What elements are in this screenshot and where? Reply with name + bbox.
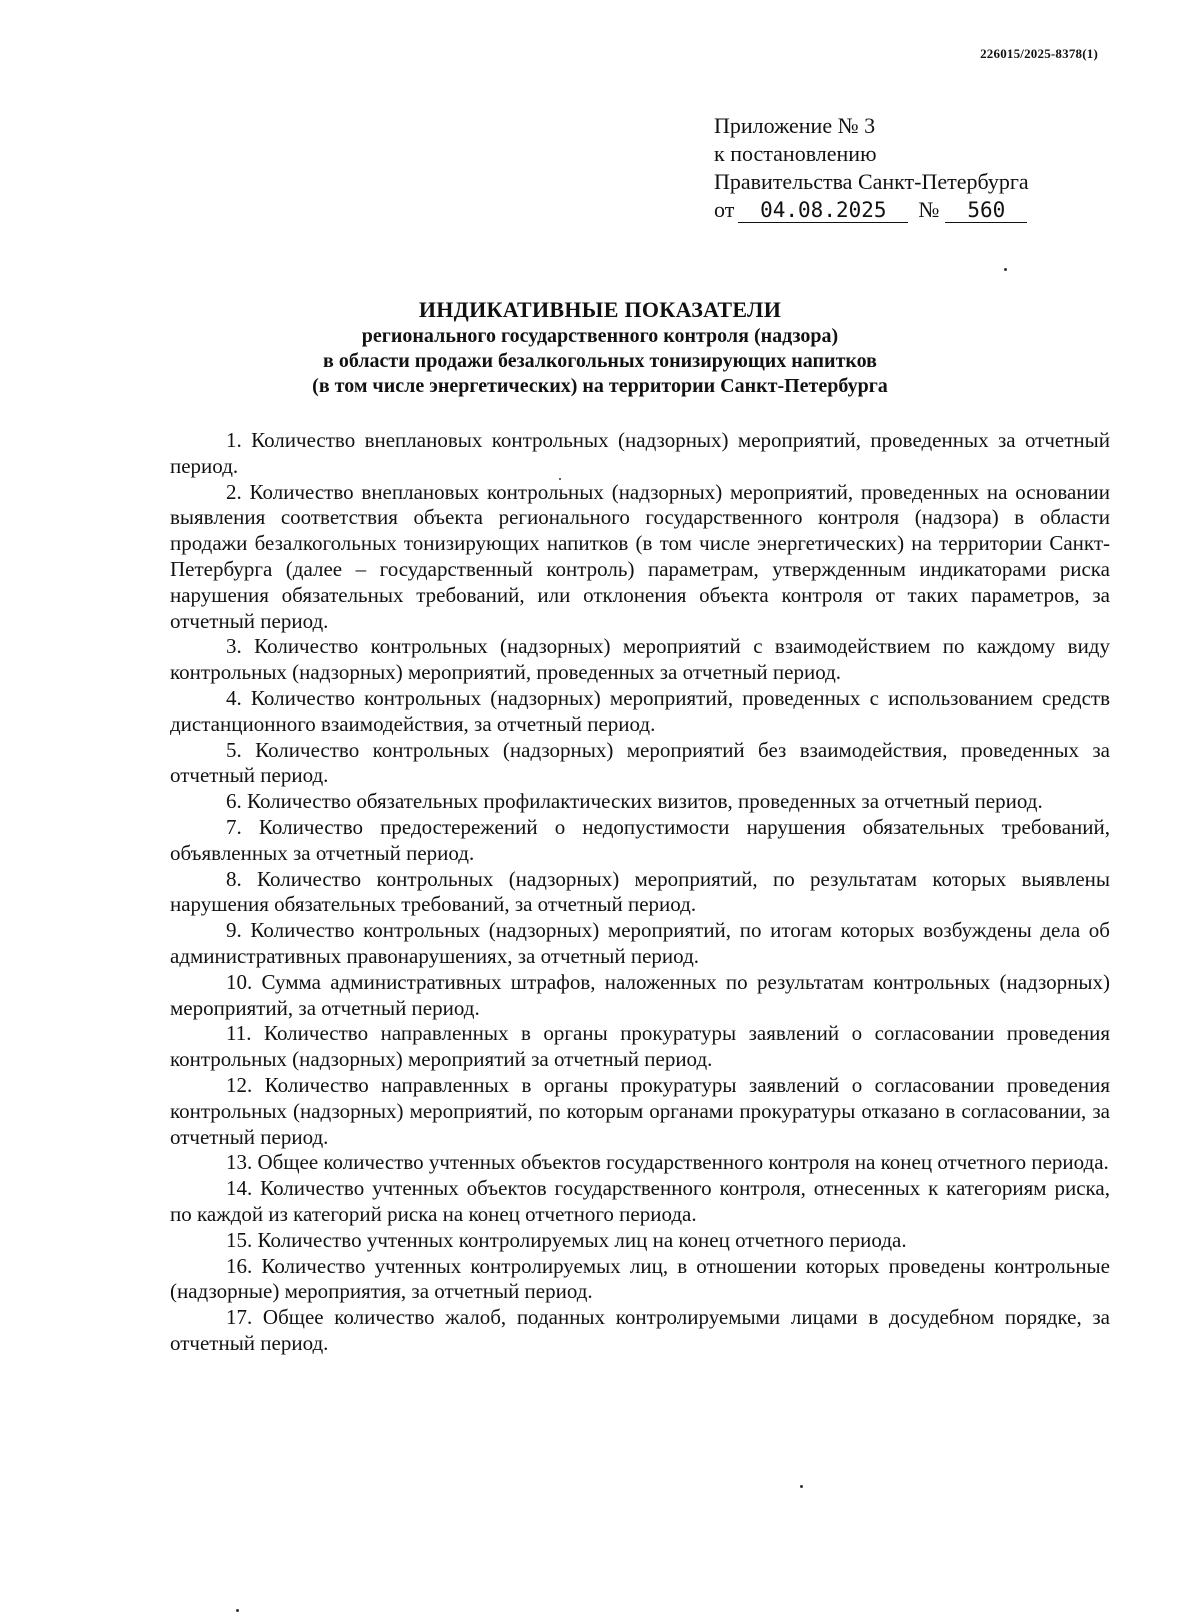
scan-speck [559, 478, 561, 480]
appendix-number: Приложение № 3 [714, 113, 876, 138]
list-item: 17. Общее количество жалоб, поданных контролируемыми лицами в досудебном порядке, за отчетный период. [170, 1305, 1110, 1355]
appendix-date-line [714, 196, 1029, 224]
list-item: 3. Количество контрольных (надзорных) мероприятий с взаимодействием по каждому виду контрольных (надзорных) мероприятий, проведенных за отчетный период. [170, 634, 1110, 685]
date-prefix: от [714, 197, 735, 222]
appendix-header [714, 112, 1029, 224]
list-item: 7. Количество предостережений о недопустимости нарушения обязательных требований, объявленных за отчетный период. [170, 814, 1110, 865]
list-item: 4. Количество контрольных (надзорных) мероприятий, проведенных с использованием средств дистанционного взаимодействия, за отчетный период. [170, 685, 1110, 736]
resolution-number: 560 [945, 198, 1027, 223]
appendix-to-resolution: к постановлению [714, 141, 877, 166]
list-item: 5. Количество контрольных (надзорных) мероприятий без взаимодействия, проведенных за отчетный период. [170, 737, 1110, 788]
list-item: 1. Количество внеплановых контрольных (надзорных) мероприятий, проведенных за отчетный период. [170, 428, 1110, 478]
resolution-date: 04.08.2025 [738, 198, 908, 223]
list-item: 14. Количество учтенных объектов государственного контроля, отнесенных к категориям риска, по каждой из категорий риска на конец отчетного периода. [170, 1176, 1110, 1226]
title-line-2: регионального государственного контроля (надзора) [361, 325, 839, 347]
list-item: 10. Сумма административных штрафов, наложенных по результатам контрольных (надзорных) мероприятий, за отчетный период. [170, 969, 1110, 1020]
scan-speck [800, 1485, 803, 1488]
title-line-3: в области продажи безалкогольных тонизирующих напитков [323, 350, 877, 372]
list-item: 15. Количество учтенных контролируемых лиц на конец отчетного периода. [226, 1227, 907, 1252]
list-item: 16. Количество учтенных контролируемых лиц, в отношении которых проведены контрольные (надзорные) мероприятия, за отчетный период. [170, 1253, 1110, 1304]
list-item: 6. Количество обязательных профилактических визитов, проведенных за отчетный период. [226, 789, 1043, 814]
list-item: 12. Количество направленных в органы прокуратуры заявлений о согласовании проведения контрольных (надзорных) мероприятий, по которым органами прокуратуры отказано в согласовании, за отчетный период. [170, 1072, 1110, 1149]
registration-number: 226015/2025-8378(1) [980, 46, 1098, 61]
number-sign: № [918, 197, 940, 222]
scan-speck [1004, 268, 1007, 271]
document-title [160, 296, 1040, 399]
indicator-list [170, 428, 1110, 1357]
list-item: 11. Количество направленных в органы прокуратуры заявлений о согласовании проведения контрольных (надзорных) мероприятий за отчетный период. [170, 1021, 1110, 1072]
appendix-issuer: Правительства Санкт-Петербурга [714, 169, 1029, 194]
scan-speck [236, 1609, 239, 1612]
title-main: ИНДИКАТИВНЫЕ ПОКАЗАТЕЛИ [418, 297, 782, 322]
list-item: 2. Количество внеплановых контрольных (надзорных) мероприятий, проведенных на основании выявления соответствия объекта регионального государственного контроля (надзора) в области продажи безалкогольных тонизирующих напитков (в том числе энергетических) на территории Санкт-Петербурга (далее – государственный контроль) параметрам, утвержденным индикаторами риска нарушения обязательных требований, или отклонения объекта контроля от таких параметров, за отчетный период. [170, 479, 1110, 633]
title-line-4: (в том числе энергетических) на территории Санкт-Петербурга [312, 375, 888, 397]
list-item: 9. Количество контрольных (надзорных) мероприятий, по итогам которых возбуждены дела об административных правонарушениях, за отчетный период. [170, 918, 1110, 968]
list-item: 13. Общее количество учтенных объектов государственного контроля на конец отчетного периода. [226, 1150, 1109, 1175]
list-item: 8. Количество контрольных (надзорных) мероприятий, по результатам которых выявлены нарушения обязательных требований, за отчетный период. [170, 866, 1110, 917]
